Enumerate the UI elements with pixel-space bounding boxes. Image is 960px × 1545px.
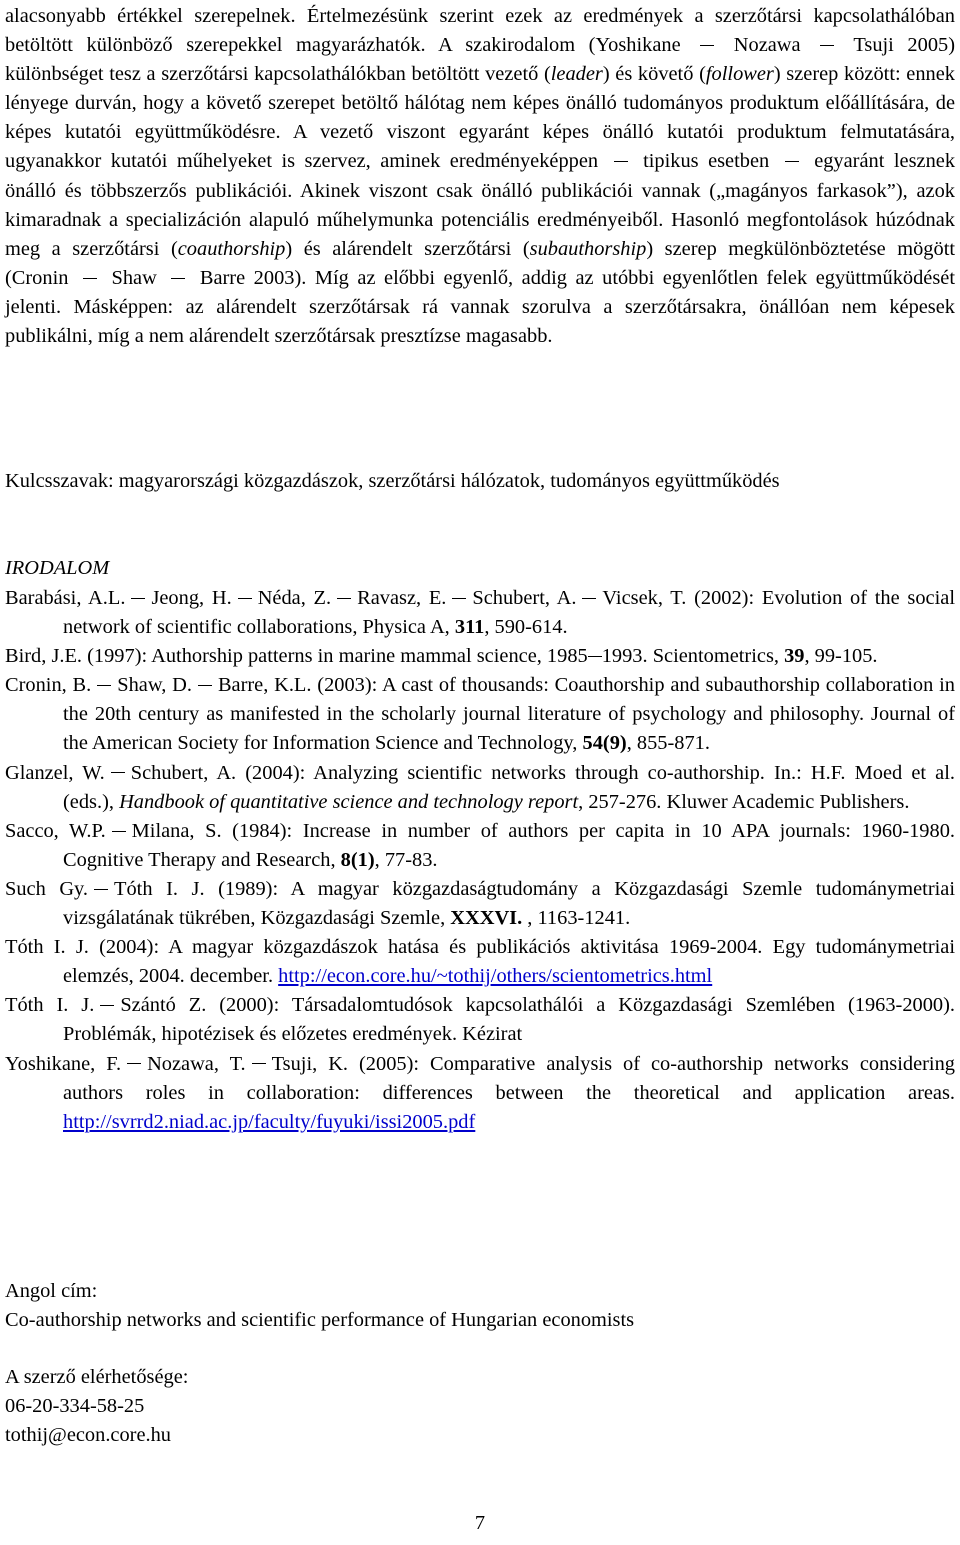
reference-item: Barabási, A.L. Jeong, H. Néda, Z. Ravasz, E. Schubert, A. Vicsek, T. (2002): Evolution of the social network of scientific collaborations, Physica A, 311, 590-614. [5, 587, 955, 639]
reference-link[interactable]: http://econ.core.hu/~tothij/others/scientometrics.html [278, 965, 713, 988]
body-paragraph: alacsonyabb értékkel szerepelnek. Értelmezésünk szerint ezek az eredmények a szerzőtársi kapcsolathálóban betöltött különböző szerepekkel magyarázhatók. A szakirodalom (Yoshikane Nozawa Tsuji 2005) különbséget tesz a szerzőtársi kapcsolathálókban betöltött vezető (leader) és követő (follower) szerep között: ennek lényege durván, hogy a követő szerepet betöltő hálótag nem képes önálló tudományos produktum előállítására, de képes kutatói együttműködésre. A vezető viszont egyaránt képes önálló kutatói produktum felmutatására, ugyanakkor kutatói műhelyeket is szervez, aminek eredményeképpen tipikus esetben egyaránt lesznek önálló és többszerzős publikációi. Akinek viszont csak önálló publikációi vannak („magányos farkasok”), azok kimaradnak a specializáción alapuló műhelymunka potenciális eredményeiből. Hasonló megfontolások húzódnak meg a szerzőtársi (coauthorship) és alárendelt szerzőtársi (subauthorship) szerep megkülönböztetése mögött (Cronin Shaw Barre 2003). Míg az előbbi egyenlő, addig az utóbbi egyenlőtlen felek együttműködését jelenti. Másképpen: az alárendelt szerzőtársak rá vannak szorulva a szerzőtársakra, önállóan nem képesek publikálni, míg a nem alárendelt szerzőtársak presztízse magasabb. [5, 5, 956, 348]
keywords: Kulcsszavak: magyarországi közgazdászok, szerzőtársi hálózatok, tudományos együttműködés [5, 470, 780, 492]
contact-label: A szerző elérhetősége: [5, 1366, 189, 1388]
reference-item: Sacco, W.P. Milana, S. (1984): Increase in number of authors per capita in 10 APA journals: 1960-1980. Cognitive Therapy and Research, 8(1), 77-83. [5, 819, 955, 871]
english-title-block [5, 1277, 634, 1335]
reference-item: Cronin, B. Shaw, D. Barre, K.L. (2003): A cast of thousands: Coauthorship and subauthorship collaboration in the 20th century as manifested in the scholarly journal literature of psychology and philosophy. Journal of the American Society for Information Science and Technology, 54(9), 855-871. [5, 674, 955, 755]
reference-item: Tóth I. J. (2004): A magyar közgazdászok hatása és publikációs aktivitása 1969-2004. Egy tudománymetriai elemzés, 2004. december. http://econ.core.hu/~tothij/others/scientometrics.html [5, 936, 955, 988]
references-heading: IRODALOM [5, 557, 110, 579]
reference-list [5, 584, 955, 1137]
page-number: 7 [474, 1512, 486, 1534]
contact-block [5, 1363, 188, 1450]
reference-link[interactable]: http://svrrd2.niad.ac.jp/faculty/fuyuki/issi2005.pdf [63, 1110, 476, 1133]
reference-item: Tóth I. J. Szántó Z. (2000): Társadalomtudósok kapcsolathálói a Közgazdasági Szemlében (1963-2000). Problémák, hipotézisek és előzetes eredmények. Kézirat [5, 994, 955, 1046]
reference-item: Glanzel, W. Schubert, A. (2004): Analyzing scientific networks through co-authorship. In.: H.F. Moed et al. (eds.), Handbook of quantitative science and technology report, 257-276. Kluwer Academic Publishers. [5, 761, 955, 813]
contact-email: tothij@econ.core.hu [5, 1424, 171, 1446]
english-title-value: Co-authorship networks and scientific performance of Hungarian economists [5, 1309, 635, 1331]
reference-item: Bird, J.E. (1997): Authorship patterns in marine mammal science, 1985 1993. Scientometrics, 39, 99-105. [5, 645, 878, 668]
contact-phone: 06-20-334-58-25 [5, 1395, 145, 1417]
reference-item: Such Gy. Tóth I. J. (1989): A magyar közgazdaságtudomány a Közgazdasági Szemle tudománymetriai vizsgálatának tükrében, Közgazdasági Szemle, XXXVI. , 1163-1241. [5, 877, 955, 930]
english-title-label: Angol cím: [5, 1280, 98, 1302]
reference-item: Yoshikane, F. Nozawa, T. Tsuji, K. (2005): Comparative analysis of co-authorship networks considering authors roles in collaboration: differences between the theoretical and application areas. http://svrrd2.niad.ac.jp/faculty/fuyuki/issi2005.pdf [5, 1052, 955, 1133]
